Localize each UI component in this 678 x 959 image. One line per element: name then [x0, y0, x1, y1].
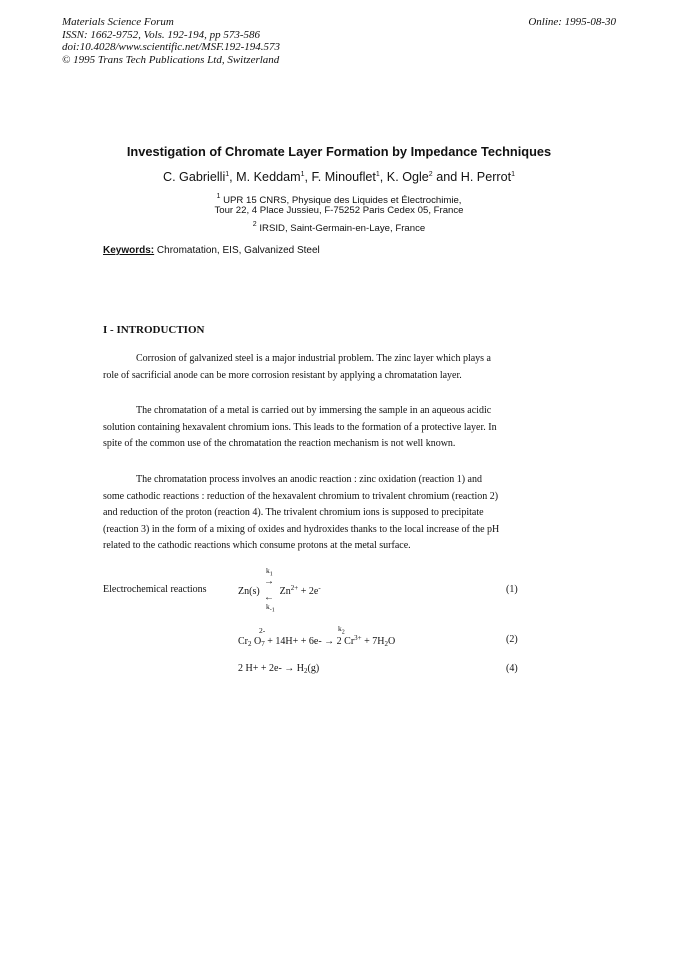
copyright-line: © 1995 Trans Tech Publications Ltd, Switzerland [62, 53, 280, 66]
author: C. Gabrielli [162, 170, 226, 184]
equation-number: (4) [506, 663, 518, 674]
paragraph-line: Corrosion of galvanized steel is a major industrial problem. The zinc layer which plays a [136, 353, 491, 364]
affiliation-number: 2 [252, 221, 257, 228]
equation-2: $Cr_2$ $O_7 + 14H+ + 6e- \to 2$ $Cr^{3+} + 7H_2O$ [238, 634, 396, 648]
author-list [0, 170, 678, 184]
keywords-label: Keywords: [103, 245, 155, 256]
forward-arrow: → [264, 576, 274, 587]
affiliation-1-line-1: $^1$ UPR 15 CNRS, Physique des Liquides et Électrochimie, [216, 193, 462, 206]
paragraph [103, 403, 539, 453]
issn-line: ISSN: 1662-9752, Vols. 192-194, pp 573-586 [62, 28, 260, 41]
author: K. Ogle [386, 170, 429, 184]
author: M. Keddam [236, 170, 301, 184]
affiliation-number: 1 [216, 193, 221, 200]
affiliation-marker: 1 [511, 171, 516, 178]
journal-name: Materials Science Forum [62, 16, 174, 28]
dichromate-charge: 2- [259, 626, 266, 635]
keywords [103, 245, 320, 256]
author: F. Minouflet [311, 170, 376, 184]
author-separator: , [304, 170, 312, 184]
rate-constant-k1: $k_1$ [266, 566, 273, 578]
paragraph-line: related to the cathodic reactions which consume protons at the metal surface. [103, 540, 411, 551]
paper-title: Investigation of Chromate Layer Formation by Impedance Techniques [126, 144, 552, 159]
paragraph [103, 351, 539, 384]
citation-header [62, 16, 280, 66]
author-separator: and [432, 170, 461, 184]
author-separator: , [379, 170, 387, 184]
paragraph [103, 472, 539, 555]
paragraph-line: The chromatation process involves an anodic reaction : zinc oxidation (reaction 1) and [136, 474, 482, 485]
affiliation-marker: 2 [428, 171, 433, 178]
affiliation-2: $^2$ IRSID, Saint-Germain-en-Laye, France [252, 221, 426, 234]
equation-number: (1) [506, 584, 518, 595]
equation-1: Zn(s) $Zn^{2+} + 2e^-$ [238, 584, 321, 597]
rate-constant-k-minus-1: $k_{-1}$ [266, 602, 275, 614]
paragraph-line: (reaction 3) in the form of a mixing of oxides and hydroxides thanks to the local increase of the pH [103, 523, 500, 535]
keywords-text: Chromatation, EIS, Galvanized Steel [156, 245, 320, 256]
backward-arrow: ← [264, 592, 274, 603]
paragraph-line: role of sacrificial anode can be more corrosion resistant by applying a chromatation layer. [103, 369, 462, 381]
paragraph-line: and reduction of the proton (reaction 4). The trivalent chromium ions is supposed to precipitate [103, 507, 484, 518]
section-heading: I - INTRODUCTION [103, 324, 205, 336]
author: H. Perrot [460, 170, 512, 184]
affiliation-marker: 1 [225, 171, 230, 178]
paragraph-line: solution containing hexavalent chromium ions. This leads to the formation of a protective layer. In [103, 421, 497, 433]
affiliation-marker: 1 [375, 171, 380, 178]
equation-4: 2 $H+ + 2e- \to H_2(g)$ [238, 663, 320, 675]
equation-number: (2) [506, 634, 518, 645]
affiliation-marker: 1 [300, 171, 305, 178]
paragraph-line: The chromatation of a metal is carried out by immersing the sample in an aqueous acidic [136, 405, 492, 416]
paragraph-line: spite of the common use of the chromatation the reaction mechanism is not well known. [103, 438, 456, 449]
online-date: Online: 1995-08-30 [528, 16, 616, 28]
equations-label: Electrochemical reactions [103, 584, 207, 595]
rate-constant-k2: $k_2$ [338, 624, 345, 636]
author-separator: , [229, 170, 237, 184]
paragraph-line: some cathodic reactions : reduction of the hexavalent chromium to trivalent chromium (reaction 2) [103, 490, 499, 502]
doi-link[interactable]: doi:10.4028/www.scientific.net/MSF.192-194.573 [62, 41, 281, 53]
affiliation-1-line-2: Tour 22, 4 Place Jussieu, F-75252 Paris Cedex 05, France [214, 205, 464, 216]
